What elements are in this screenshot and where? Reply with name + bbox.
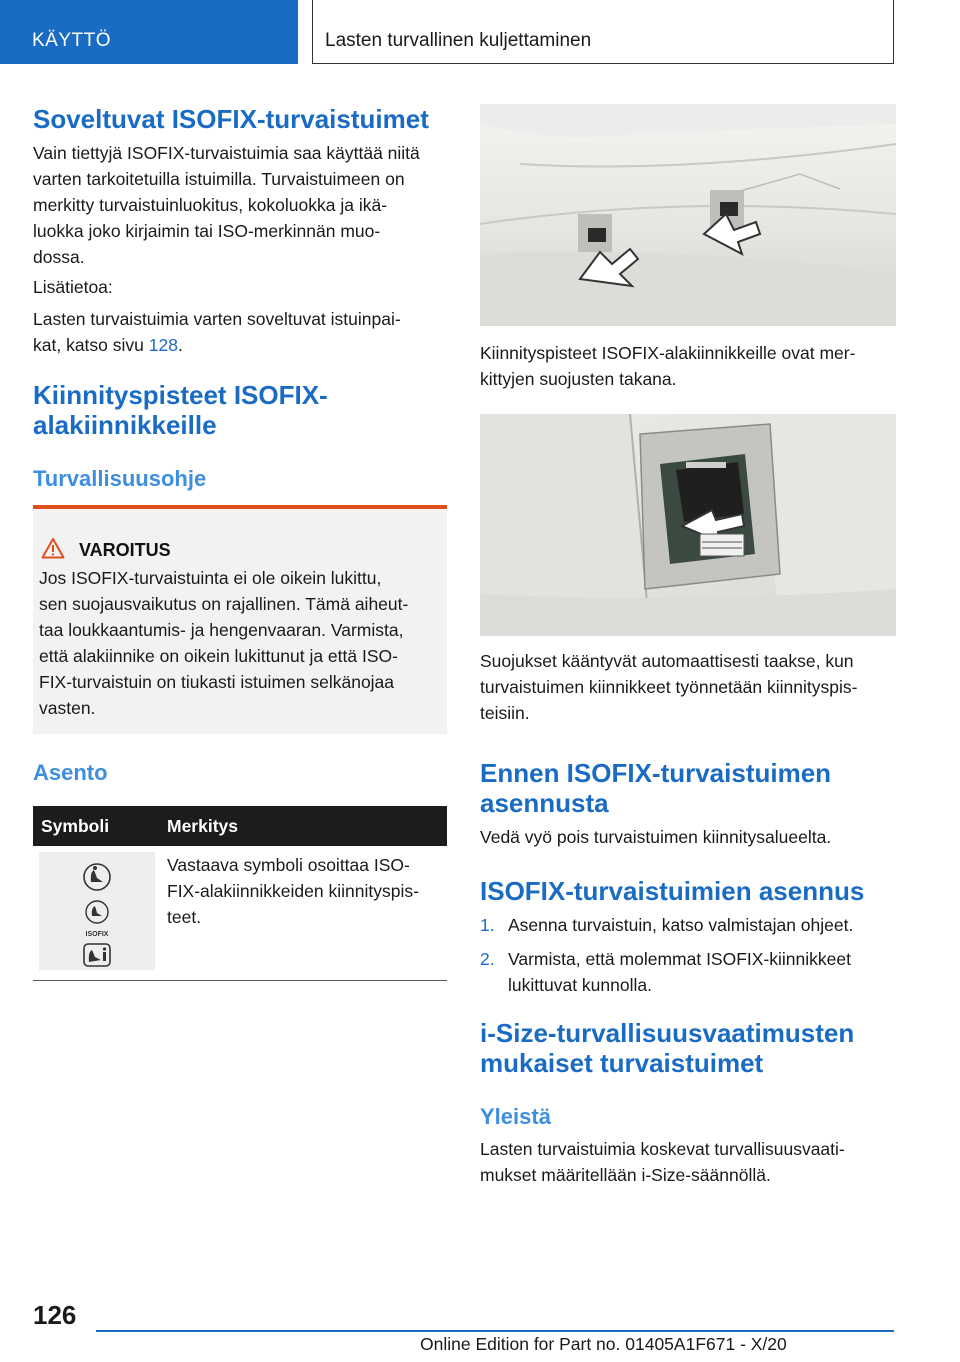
general-paragraph bbox=[480, 1136, 896, 1188]
text-line: dossa. bbox=[33, 247, 85, 267]
page-link[interactable]: 128 bbox=[148, 335, 178, 355]
text-line: teisiin. bbox=[480, 703, 530, 723]
column-header-meaning: Merkitys bbox=[159, 806, 447, 846]
text-line: että alakiinnike on oikein lukittunut ja että ISO- bbox=[39, 646, 398, 666]
page-number: 126 bbox=[33, 1300, 77, 1330]
heading-line: i-Size-turvallisuusvaatimusten bbox=[480, 1018, 855, 1048]
text-line: teet. bbox=[167, 907, 202, 927]
text-line: Vastaava symboli osoittaa ISO- bbox=[167, 855, 410, 875]
heading-line: asennusta bbox=[480, 788, 609, 818]
text-line: Vain tiettyjä ISOFIX-turvaistuimia saa käyttää niitä bbox=[33, 143, 420, 163]
text-line: Suojukset kääntyvät automaattisesti taakse, kun bbox=[480, 651, 854, 671]
table-bottom-rule bbox=[33, 980, 447, 981]
list-item bbox=[480, 912, 896, 938]
chapter-label: Lasten turvallinen kuljettaminen bbox=[325, 30, 592, 51]
text-line: Jos ISOFIX-turvaistuinta ei ole oikein lukittu, bbox=[39, 568, 382, 588]
before-install-text: Vedä vyö pois turvaistuimen kiinnitysalueelta. bbox=[480, 827, 832, 847]
text-line: kittyjen suojusten takana. bbox=[480, 369, 677, 389]
section-label: KÄYTTÖ bbox=[32, 30, 112, 51]
heading-isize bbox=[480, 1018, 896, 1078]
warning-header bbox=[41, 537, 171, 561]
seat-anchor-photo bbox=[480, 104, 896, 326]
text-line: Lasten turvaistuimia koskevat turvallisuusvaati- bbox=[480, 1139, 845, 1159]
text-line: vasten. bbox=[39, 698, 96, 718]
symbol-table bbox=[33, 806, 447, 970]
warning-title: VAROITUS bbox=[79, 540, 171, 560]
edition-note: Online Edition for Part no. 01405A1F671 - X/20 bbox=[420, 1334, 787, 1354]
more-info-label: Lisätietoa: bbox=[33, 277, 113, 297]
text-line: Kiinnityspisteet ISOFIX-alakiinnikkeille ovat mer- bbox=[480, 343, 856, 363]
step-text: Varmista, että molemmat ISOFIX-kiinnikkeet bbox=[508, 949, 851, 969]
text-line: mukset määritellään i-Size-säännöllä. bbox=[480, 1165, 771, 1185]
heading-before-install bbox=[480, 758, 896, 818]
text-line: kat, katso sivu bbox=[33, 335, 149, 355]
step-text: Asenna turvaistuin, katso valmistajan ohjeet. bbox=[508, 915, 854, 935]
meaning-cell bbox=[159, 846, 447, 970]
step-text: lukittuvat kunnolla. bbox=[508, 975, 652, 995]
heading-position: Asento bbox=[33, 760, 108, 785]
caption-2 bbox=[480, 648, 896, 726]
heading-general: Yleistä bbox=[480, 1104, 551, 1129]
table-row bbox=[33, 846, 447, 970]
heading-safety: Turvallisuusohje bbox=[33, 466, 207, 491]
install-steps bbox=[480, 912, 896, 998]
reference-paragraph bbox=[33, 306, 447, 358]
step-number: 1. bbox=[480, 915, 495, 935]
section-tab bbox=[0, 0, 298, 64]
chapter-header bbox=[312, 0, 894, 64]
column-header-symbol: Symboli bbox=[33, 806, 159, 846]
list-item bbox=[480, 946, 896, 998]
text-end: . bbox=[177, 335, 183, 355]
heading-line: mukaiset turvaistuimet bbox=[480, 1048, 764, 1078]
symbol-cell bbox=[33, 846, 159, 970]
heading-isofix-seats: Soveltuvat ISOFIX-turvaistuimet bbox=[33, 104, 429, 134]
warning-box bbox=[33, 505, 447, 734]
heading-line: alakiinnikkeille bbox=[33, 410, 217, 440]
text-line: Lasten turvaistuimia varten soveltuvat istuinpai- bbox=[33, 309, 401, 329]
text-line: luokka joko kirjaimin tai ISO-merkinnän muo- bbox=[33, 221, 381, 241]
text-line: turvaistuimen kiinnikkeet työnnetään kiinnityspis- bbox=[480, 677, 858, 697]
caption-1 bbox=[480, 340, 896, 392]
text-line: FIX-turvaistuin on tiukasti istuimen selkänojaa bbox=[39, 672, 395, 692]
intro-paragraph bbox=[33, 140, 447, 270]
heading-installation: ISOFIX-turvaistuimien asennus bbox=[480, 876, 865, 906]
cover-flap-photo bbox=[480, 414, 896, 636]
heading-line: Kiinnityspisteet ISOFIX- bbox=[33, 380, 328, 410]
footer-rule bbox=[96, 1330, 894, 1332]
isofix-symbols-icon bbox=[39, 852, 155, 970]
text-line: merkitty turvaistuinluokitus, kokoluokka ja ikä- bbox=[33, 195, 388, 215]
step-number: 2. bbox=[480, 949, 495, 969]
text-line: sen suojausvaikutus on rajallinen. Tämä aiheut- bbox=[39, 594, 409, 614]
heading-line: Ennen ISOFIX-turvaistuimen bbox=[480, 758, 832, 788]
isofix-label: ISOFIX bbox=[85, 931, 109, 938]
text-line: taa loukkaantumis- ja hengenvaaran. Varmista, bbox=[39, 620, 404, 640]
table-header-row bbox=[33, 806, 447, 846]
heading-anchor-points bbox=[33, 380, 447, 440]
warning-text bbox=[39, 565, 437, 721]
symbol-panel bbox=[39, 852, 155, 970]
text-line: varten tarkoitetuilla istuimilla. Turvaistuimeen on bbox=[33, 169, 405, 189]
text-line: FIX-alakiinnikkeiden kiinnityspis- bbox=[167, 881, 419, 901]
warning-triangle-icon bbox=[41, 537, 65, 559]
